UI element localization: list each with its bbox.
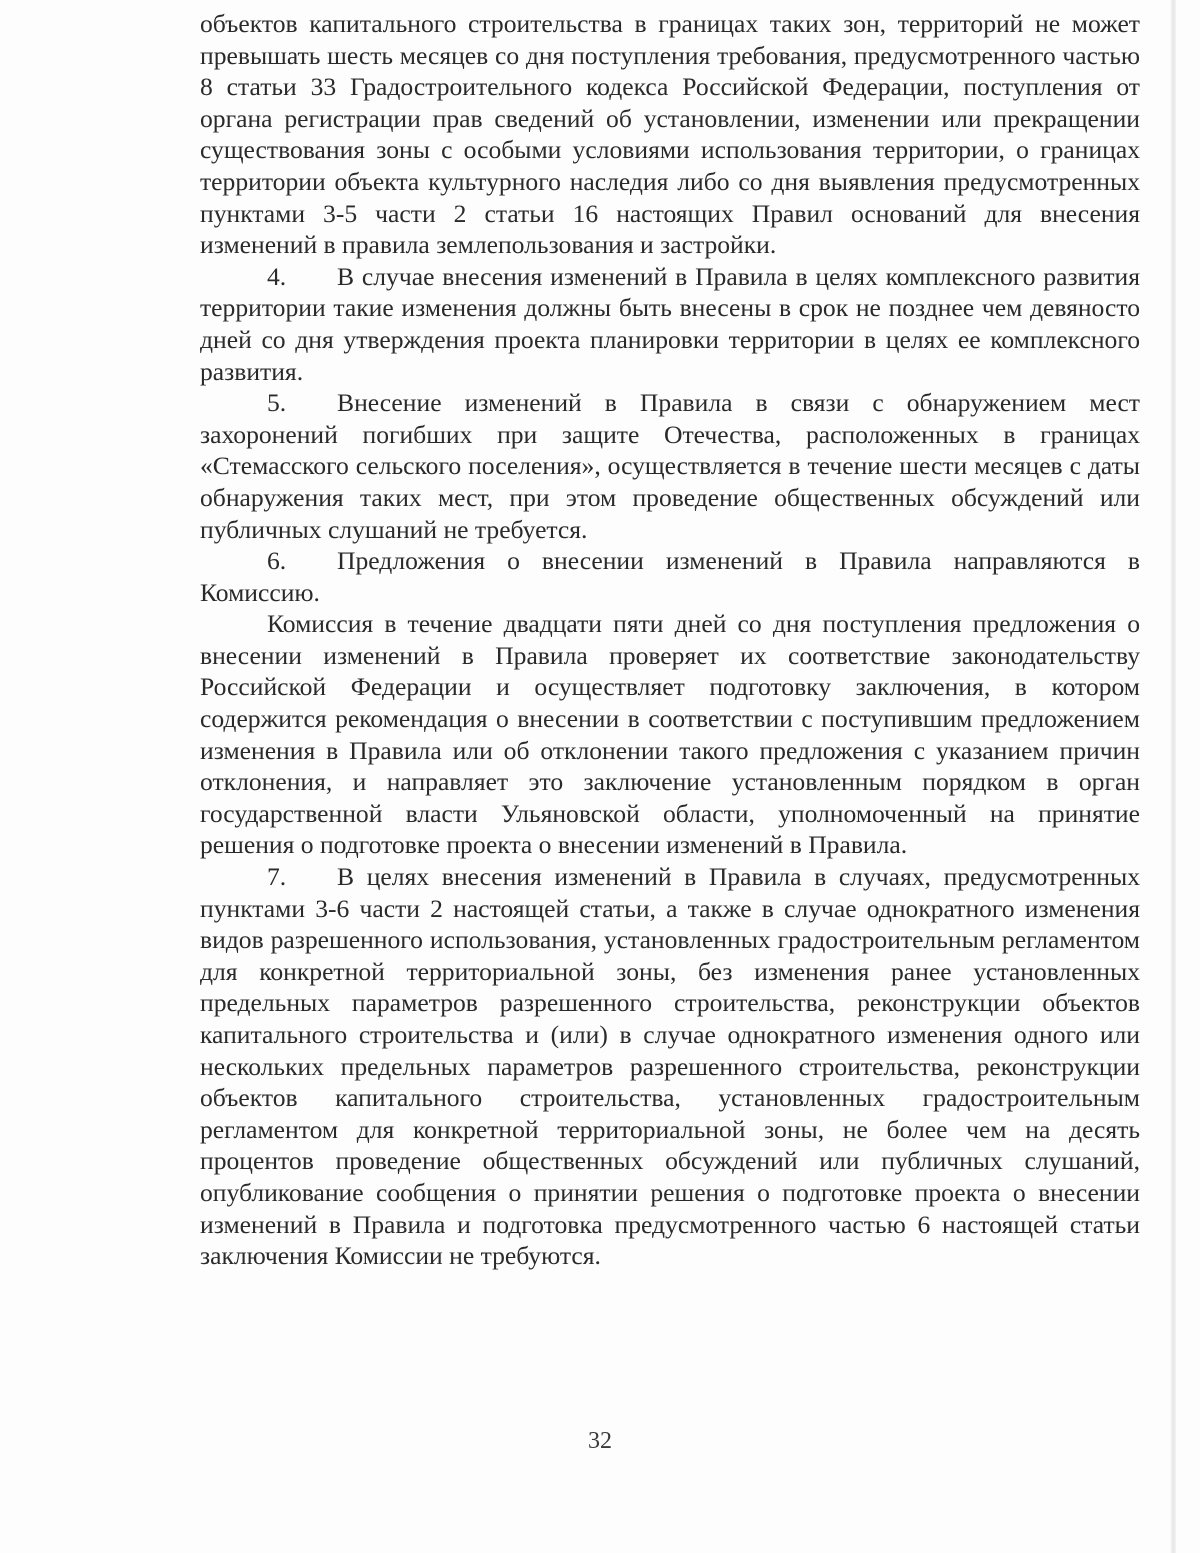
- list-item-6: [200, 545, 1140, 608]
- item-text: Предложения о внесении изменений в Правила направляются в Комиссию.: [200, 546, 1140, 607]
- item-number: 6.: [267, 546, 287, 576]
- list-item-5: [200, 387, 1140, 545]
- item-number: 5.: [267, 388, 287, 418]
- list-item-7: [200, 861, 1140, 1272]
- list-item-4: [200, 261, 1140, 387]
- continuation-paragraph: объектов капитального строительства в границах таких зон, территорий не может превышать шесть месяцев со дня поступления требования, предусмотренного частью 8 статьи 33 Градостроительного кодекса Российской Федерации, поступления от органа регистрации прав сведений об установлении, изменении или прекращении существования зоны с особыми условиями использования территории, о границах территории объекта культурного наследия либо со дня выявления предусмотренных пунктами 3-5 части 2 статьи 16 настоящих Правил оснований для внесения изменений в правила землепользования и застройки.: [200, 9, 1140, 260]
- page-number: 32: [588, 1428, 612, 1454]
- item-number: 4.: [267, 261, 287, 291]
- commission-paragraph: Комиссия в течение двадцати пяти дней со дня поступления предложения о внесении изменений в Правила проверяет их соответствие законодательству Российской Федерации и осуществляет подготовку заключения, в котором содержится рекомендация о внесении в соответствии с поступившим предложением изменения в Правила или об отклонении такого предложения с указанием причин отклонения, и направляет это заключение установленным порядком в орган государственной власти Ульяновской области, уполномоченный на принятие решения о подготовке проекта о внесении изменений в Правила.: [200, 609, 1140, 860]
- scan-page-edge: [1170, 0, 1176, 1553]
- item-text: В случае внесения изменений в Правила в целях комплексного развития территории такие изменения должны быть внесены в срок не позднее чем девяносто дней со дня утверждения проекта планировки территории в целях ее комплексного развития.: [200, 261, 1140, 386]
- item-number: 7.: [267, 862, 287, 892]
- item-text: Внесение изменений в Правила в связи с обнаружением мест захоронений погибших при защите Отечества, расположенных в границах «Стемасского сельского поселения», осуществляется в течение шести месяцев с даты обнаружения таких мест, при этом проведение общественных обсуждений или публичных слушаний не требуется.: [200, 388, 1140, 544]
- item-text: В целях внесения изменений в Правила в случаях, предусмотренных пунктами 3-6 части 2 настоящей статьи, а также в случае однократного изменения видов разрешенного использования, установленных градостроительным регламентом для конкретной территориальной зоны, без изменения ранее установленных предельных параметров разрешенного строительства, реконструкции объектов капитального строительства и (или) в случае однократного изменения одного или нескольких предельных параметров разрешенного строительства, реконструкции объектов капитального строительства, установленных градостроительным регламентом для конкретной территориальной зоны, не более чем на десять процентов проведение общественных обсуждений или публичных слушаний, опубликование сообщения о принятии решения о подготовке проекта о внесении изменений в Правила и подготовка предусмотренного частью 6 настоящей статьи заключения Комиссии не требуются.: [200, 862, 1140, 1271]
- document-body: [200, 8, 1140, 1272]
